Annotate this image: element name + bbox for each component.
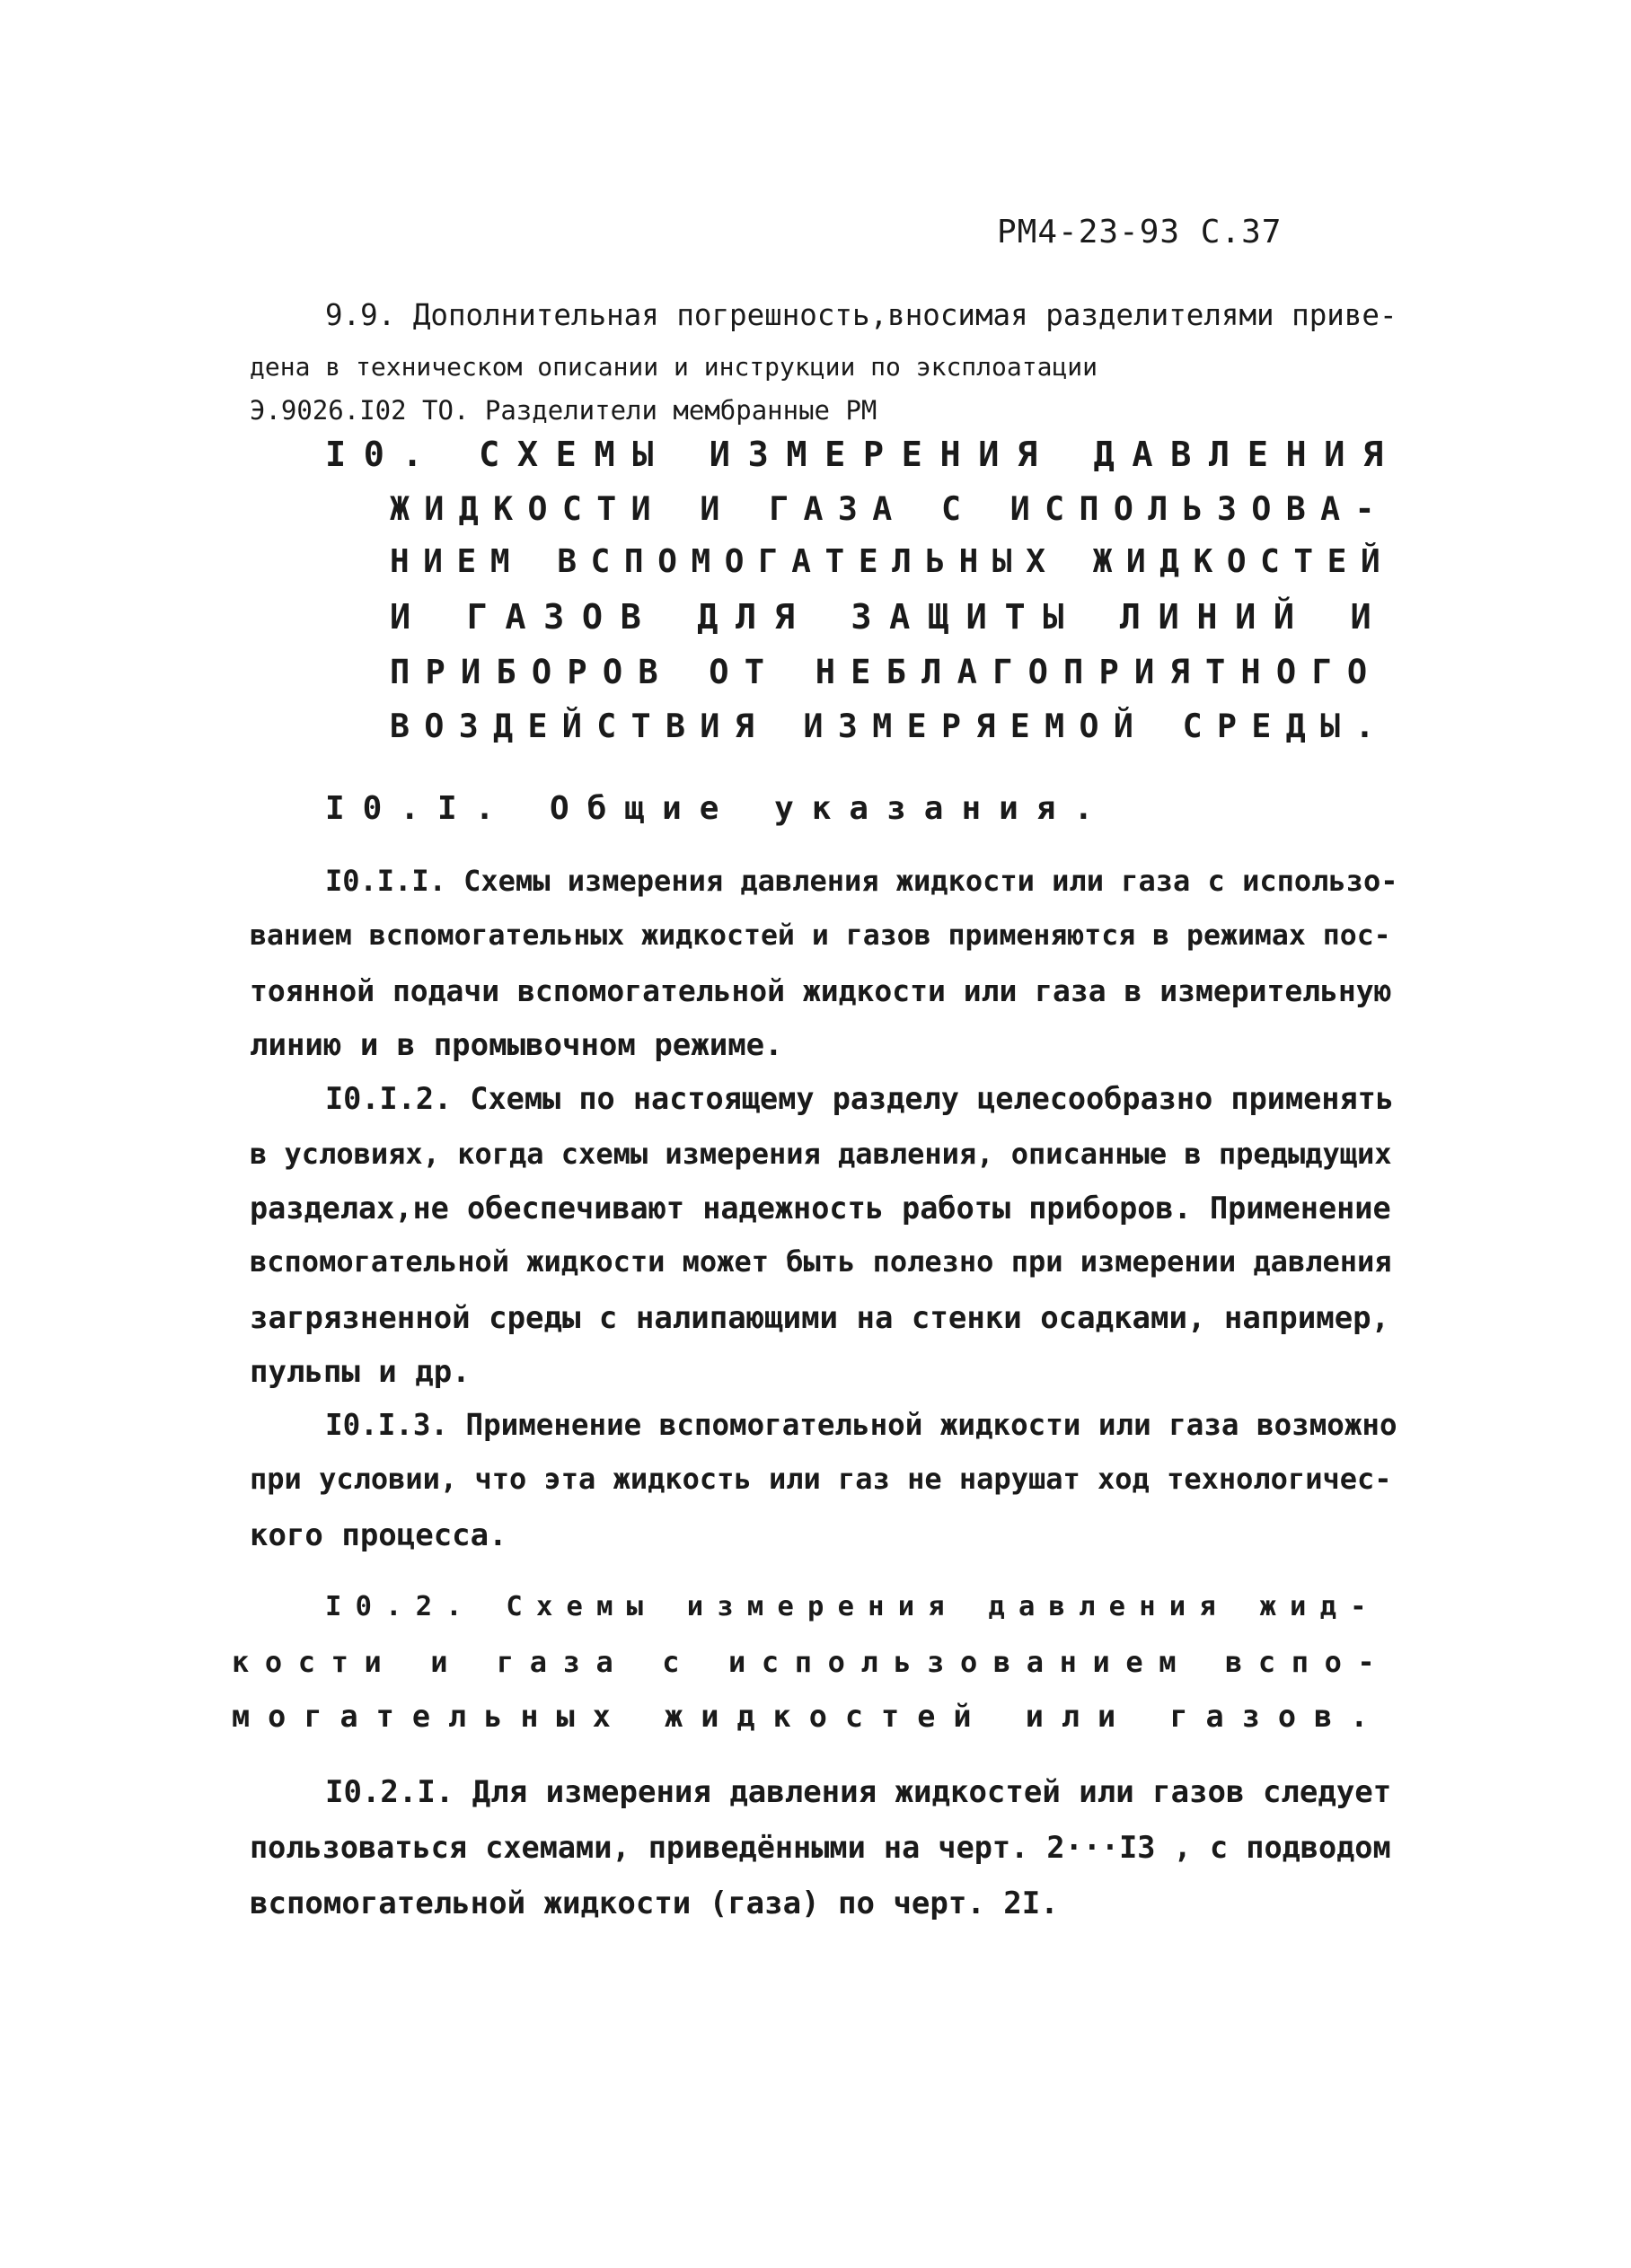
para-10-1-3-line-3: кого процесса. — [250, 1517, 507, 1553]
section-10-2-title-line-3: могательных жидкостей или газов. — [232, 1699, 1387, 1734]
para-10-1-2-line-3: разделах,не обеспечивают надежность работы приборов. Применение — [250, 1191, 1391, 1226]
section-10-title-line-3: НИЕМ ВСПОМОГАТЕЛЬНЫХ ЖИДКОСТЕЙ — [390, 543, 1395, 580]
para-10-1-1-line-2: ванием вспомогательных жидкостей и газов применяются в режимах пос- — [250, 919, 1391, 952]
para-10-2-1-line-2: пользоваться схемами, приведёнными на черт. 2···I3 , с подводом — [250, 1830, 1391, 1865]
section-10-title-line-5: ПРИБОРОВ ОТ НЕБЛАГОПРИЯТНОГО — [390, 653, 1383, 691]
para-10-1-2-line-1: I0.I.2. Схемы по настоящему разделу целесообразно применять — [325, 1081, 1394, 1116]
section-10-1-title: I0.I. Общие указания. — [325, 790, 1112, 827]
para-10-1-2-line-5: загрязненной среды с налипающими на стенки осадками, например, — [250, 1300, 1390, 1336]
section-10-2-title-line-2: кости и газа с использованием вспо- — [232, 1645, 1391, 1679]
para-10-1-1-line-3: тоянной подачи вспомогательной жидкости или газа в измерительную — [250, 973, 1392, 1008]
section-10-title-line-4: И ГАЗОВ ДЛЯ ЗАЩИТЫ ЛИНИЙ И — [390, 597, 1389, 637]
para-10-1-1-line-4: линию и в промывочном режиме. — [250, 1027, 783, 1063]
para-10-1-3-line-2: при условии, что эта жидкость или газ не нарушат ход технологичес- — [250, 1462, 1392, 1496]
para-10-1-2-line-4: вспомогательной жидкости может быть полезно при измерении давления — [250, 1244, 1392, 1279]
para-10-2-1-line-3: вспомогательной жидкости (газа) по черт. 2I. — [250, 1886, 1059, 1921]
para-10-1-3-line-1: I0.I.3. Применение вспомогательной жидкости или газа возможно — [325, 1408, 1397, 1442]
para-10-1-2-line-2: в условиях, когда схемы измерения давления, описанные в предыдущих — [250, 1137, 1392, 1171]
para-10-1-1-line-1: I0.I.I. Схемы измерения давления жидкости или газа с использо- — [325, 864, 1398, 898]
section-10-title-line-1: I0. СХЕМЫ ИЗМЕРЕНИЯ ДАВЛЕНИЯ — [325, 435, 1401, 475]
para-10-2-1-line-1: I0.2.I. Для измерения давления жидкостей или газов следует — [325, 1774, 1392, 1810]
para-9-9-line-1: 9.9. Дополнительная погрешность,вносимая разделителями приве- — [325, 298, 1397, 332]
para-9-9-line-2: дена в техническом описании и инструкции по эксплоатации — [250, 352, 1098, 382]
section-10-2-title-line-1: I0.2. Схемы измерения давления жид- — [325, 1591, 1380, 1622]
page-number: РМ4-23-93 С.37 — [997, 214, 1283, 251]
section-10-title-line-6: ВОЗДЕЙСТВИЯ ИЗМЕРЯЕМОЙ СРЕДЫ. — [390, 707, 1389, 745]
section-10-title-line-2: ЖИДКОСТИ И ГАЗА С ИСПОЛЬЗОВА- — [390, 489, 1389, 528]
para-9-9-line-3: Э.9026.I02 ТО. Разделители мембранные РМ — [250, 395, 877, 426]
para-10-1-2-line-6: пульпы и др. — [250, 1354, 471, 1390]
